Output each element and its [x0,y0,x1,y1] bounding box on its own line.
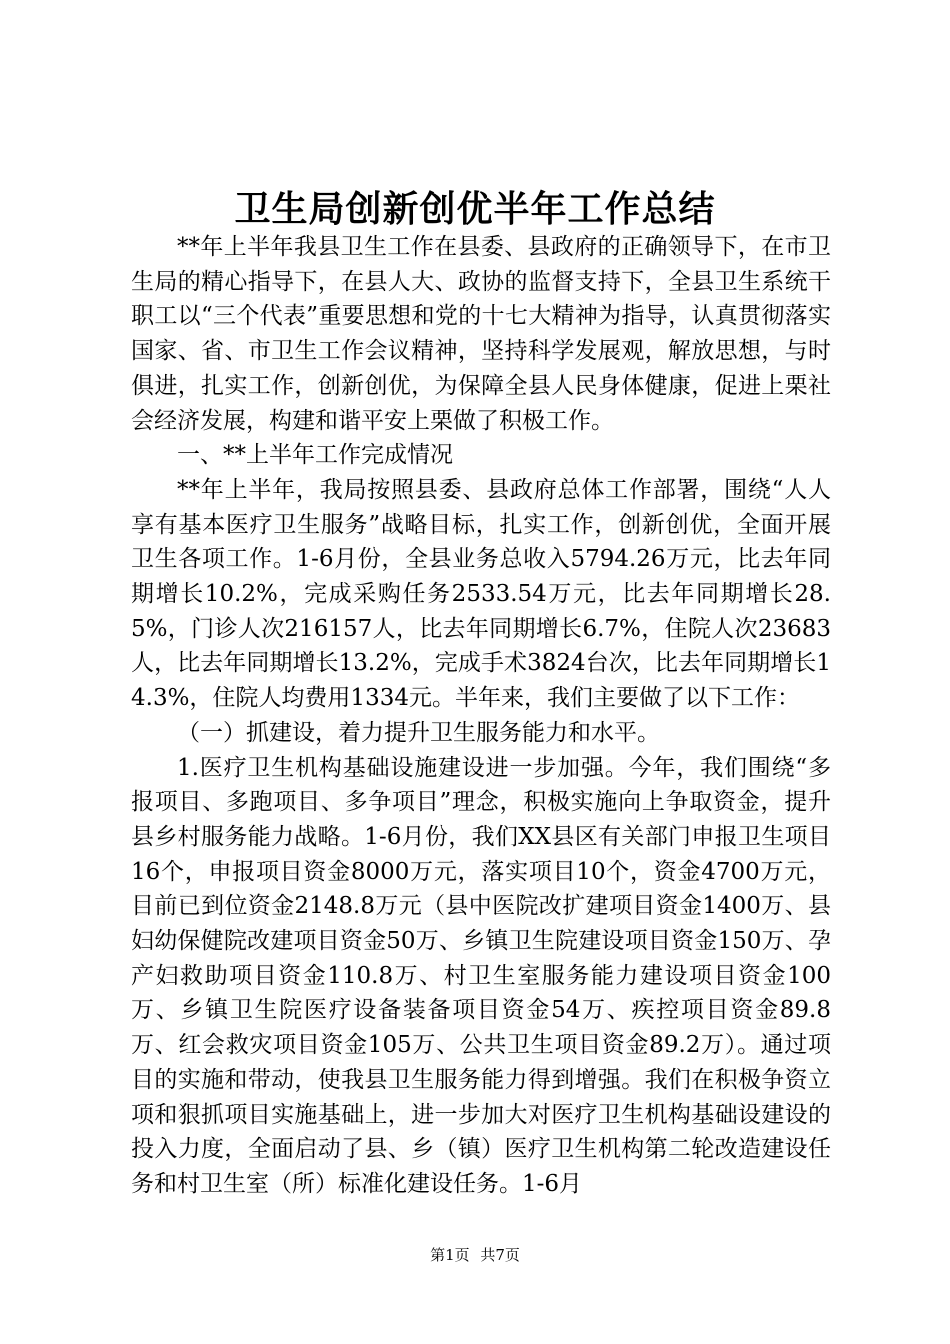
page-number: 第1页 [430,1246,470,1264]
subsection-heading: （一）抓建设，着力提升卫生服务能力和水平。 [177,719,660,746]
section-heading: 一、**上半年工作完成情况 [177,442,453,469]
paragraph-intro: **年上半年我县卫生工作在县委、县政府的正确领导下，在市卫生局的精心指导下，在县人大、政协的监督支持下，全县卫生系统干职工以“三个代表”重要思想和党的十七大精神为指导，认真贯彻落实国家、省、市卫生工作会议精神，坚持科学发展观，解放思想，与时俱进，扎实工作，创新创优，为保障全县人民身体健康，促进上栗社会经济发展，构建和谐平安上栗做了积极工作。 [131,234,831,434]
page-footer [0,1244,950,1266]
document-title: 卫生局创新创优半年工作总结 [234,188,716,230]
paragraph-summary: **年上半年，我局按照县委、县政府总体工作部署，围绕“人人享有基本医疗卫生服务”战略目标，扎实工作，创新创优，全面开展卫生各项工作。1-6月份，全县业务总收入5794.26万元，比去年同期增长10.2%，完成采购任务2533.54万元，比去年同期增长28.5%，门诊人次216157人，比去年同期增长6.7%，住院人次23683人，比去年同期增长13.2%，完成手术3824台次，比去年同期增长14.3%，住院人均费用1334元。半年来，我们主要做了以下工作： [131,476,831,712]
paragraph-item-1: 1.医疗卫生机构基础设施建设进一步加强。今年，我们围绕“多报项目、多跑项目、多争项目”理念，积极实施向上争取资金，提升县乡村服务能力战略。1-6月份，我们XX县区有关部门申报卫生项目16个，申报项目资金8000万元，落实项目10个，资金4700万元，目前已到位资金2148.8万元（县中医院改扩建项目资金1400万、县妇幼保健院改建项目资金50万、乡镇卫生院建设项目资金150万、孕产妇救助项目资金110.8万、村卫生室服务能力建设项目资金100万、乡镇卫生院医疗设备装备项目资金54万、疾控项目资金89.8万、红会救灾项目资金105万、公共卫生项目资金89.2万）。通过项目的实施和带动，使我县卫生服务能力得到增强。我们在积极争资立项和狠抓项目实施基础上，进一步加大对医疗卫生机构基础设建设的投入力度，全面启动了县、乡（镇）医疗卫生机构第二轮改造建设任务和村卫生室（所）标准化建设任务。1-6月 [131,754,831,1197]
page-total: 共7页 [480,1246,520,1264]
document-body [131,230,831,1202]
